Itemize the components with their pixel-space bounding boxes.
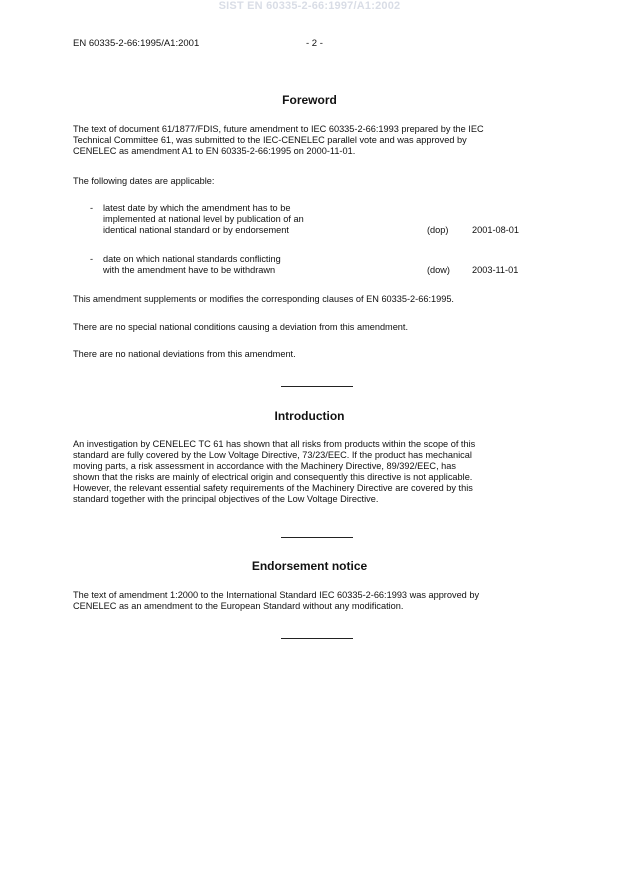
text-line: latest date by which the amendment has to be (103, 203, 291, 213)
text-line: An investigation by CENELEC TC 61 has shown that all risks from products within the scope of this (73, 439, 476, 449)
running-header-doc-id: EN 60335-2-66:1995/A1:2001 (73, 38, 200, 49)
introduction-heading: Introduction (274, 409, 345, 423)
section-divider (281, 537, 353, 538)
text-line: moving parts, a risk assessment in accordance with the Machinery Directive, 89/392/EEC, has (73, 461, 456, 471)
section-divider (281, 638, 353, 639)
date-item-dop (90, 203, 560, 237)
date-item-text (103, 254, 343, 276)
text-line: identical national standard or by endorsement (103, 225, 289, 235)
text-line: CENELEC as an amendment to the European Standard without any modification. (73, 601, 404, 611)
foreword-intro-paragraph (73, 124, 560, 157)
introduction-paragraph (73, 439, 560, 505)
text-line: standard are fully covered by the Low Voltage Directive, 73/23/EEC. If the product has mechanical (73, 450, 472, 460)
date-item-dow (90, 254, 560, 278)
supplement-statement: This amendment supplements or modifies the corresponding clauses of EN 60335-2-66:1995. (73, 294, 454, 304)
date-abbreviation: (dow) (427, 265, 450, 275)
text-line: shown that the risks are mainly of electrical origin and consequently this directive is not applicable. (73, 472, 473, 482)
text-line: However, the relevant essential safety requirements of the Machinery Directive are covered by this (73, 483, 473, 493)
date-value: 2003-11-01 (472, 265, 519, 275)
date-abbreviation: (dop) (427, 225, 449, 235)
text-line: with the amendment have to be withdrawn (103, 265, 276, 275)
date-item-text (103, 203, 343, 236)
special-conditions-statement: There are no special national conditions causing a deviation from this amendment. (73, 322, 409, 332)
endorsement-paragraph (73, 590, 560, 612)
endorsement-heading: Endorsement notice (251, 559, 368, 573)
text-line: CENELEC as amendment A1 to EN 60335-2-66:1995 on 2000-11-01. (73, 146, 356, 156)
text-line: Technical Committee 61, was submitted to the IEC-CENELEC parallel vote and was approved by (73, 135, 467, 145)
dates-intro: The following dates are applicable: (73, 176, 215, 186)
date-value: 2001-08-01 (472, 225, 519, 235)
deviations-statement: There are no national deviations from this amendment. (73, 349, 296, 359)
foreword-heading: Foreword (282, 93, 337, 107)
watermark: SIST EN 60335-2-66:1997/A1:2002 (218, 0, 401, 12)
text-line: The text of document 61/1877/FDIS, future amendment to IEC 60335-2-66:1993 prepared by the IEC (73, 124, 484, 134)
section-divider (281, 386, 353, 387)
text-line: date on which national standards conflicting (103, 254, 281, 264)
text-line: standard together with the principal objectives of the Low Voltage Directive. (73, 494, 379, 504)
text-line: implemented at national level by publication of an (103, 214, 304, 224)
page-number: - 2 - (306, 38, 323, 49)
list-dash: - (90, 203, 94, 213)
text-line: The text of amendment 1:2000 to the International Standard IEC 60335-2-66:1993 was approved by (73, 590, 480, 600)
list-dash: - (90, 254, 94, 264)
